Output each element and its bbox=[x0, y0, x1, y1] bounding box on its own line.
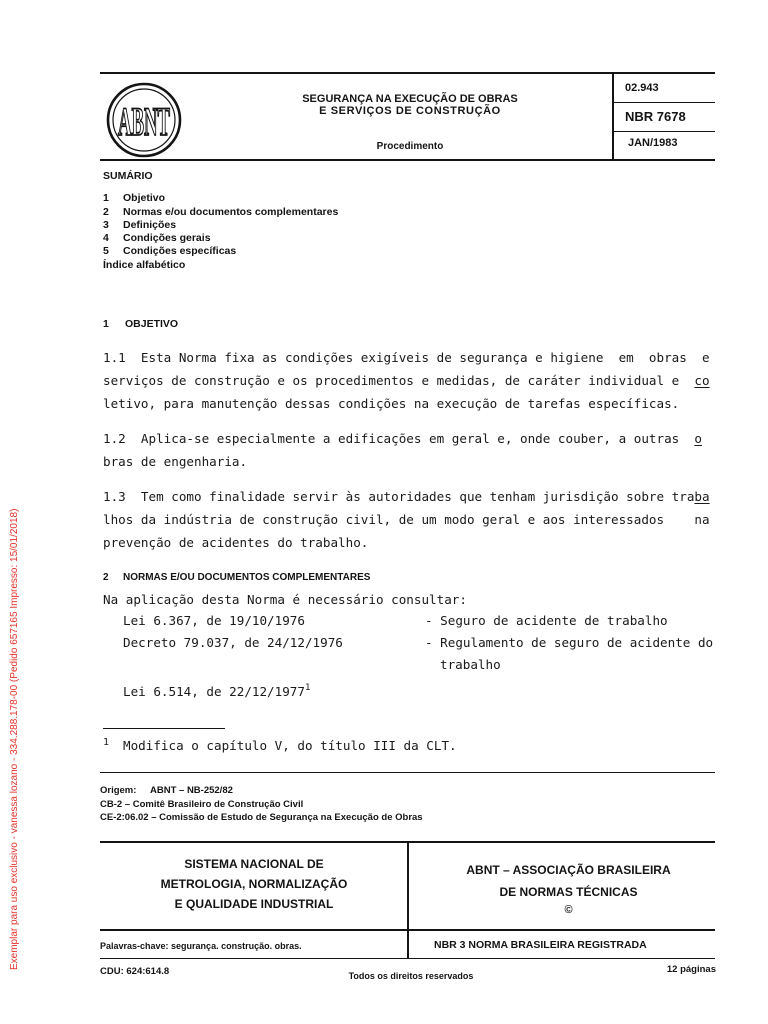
section-intro: Na aplicação desta Norma é necessário consultar: bbox=[103, 592, 467, 607]
line-text: bras de engenharia. bbox=[103, 454, 248, 469]
keywords: Palavras-chave: segurança. construção. obras. bbox=[100, 941, 302, 951]
summary-item-label: Definições bbox=[123, 219, 177, 231]
copyright-symbol: © bbox=[564, 904, 573, 916]
body-line bbox=[103, 489, 710, 505]
line-text: 1.3 Tem como finalidade servir às autoridades que tenham jurisdição sobre tra bbox=[103, 489, 695, 504]
line-text: letivo, para manutenção dessas condições na execução de tarefas específicas. bbox=[103, 396, 680, 411]
footnote-separator bbox=[103, 728, 225, 729]
association-line1: ABNT – ASSOCIAÇÃO BRASILEIRA bbox=[466, 863, 671, 877]
reference-document: Lei 6.367, de 19/10/1976 bbox=[123, 613, 305, 628]
association-line2: DE NORMAS TÉCNICAS bbox=[499, 885, 638, 899]
system-line1: SISTEMA NACIONAL DE bbox=[184, 857, 324, 871]
section-title: NORMAS E/OU DOCUMENTOS COMPLEMENTARES bbox=[123, 572, 371, 583]
system-line3: E QUALIDADE INDUSTRIAL bbox=[174, 897, 334, 911]
header-column-divider bbox=[612, 72, 614, 160]
section-title: OBJETIVO bbox=[125, 318, 179, 330]
rights-notice: Todos os direitos reservados bbox=[348, 971, 474, 981]
footnote-marker: 1 bbox=[304, 683, 311, 693]
origin-label: Origem: bbox=[100, 785, 137, 796]
abnt-logo bbox=[104, 80, 184, 160]
section-number: 1 bbox=[103, 318, 109, 330]
body-line bbox=[103, 512, 710, 528]
body-line bbox=[103, 396, 679, 412]
watermark: Exemplar para uso exclusivo - vanessa lozano - 334.288.178-00 (Pedido 657165 Impresso: 15/01/2018) bbox=[9, 508, 20, 970]
reference-description: - Seguro de acidente de trabalho bbox=[425, 613, 668, 628]
registration-label: NBR 3 NORMA BRASILEIRA REGISTRADA bbox=[434, 939, 647, 951]
summary-item-number: 3 bbox=[103, 219, 109, 231]
study-commission: CE-2:06.02 – Comissão de Estudo de Segurança na Execução de Obras bbox=[100, 812, 423, 823]
hyphen-syllable: ba bbox=[694, 489, 710, 504]
summary-item-number: 1 bbox=[103, 192, 109, 204]
body-line bbox=[103, 350, 710, 366]
reference-document-text: Lei 6.514, de 22/12/1977 bbox=[123, 684, 305, 699]
summary-item-label: Normas e/ou documentos complementares bbox=[123, 206, 339, 218]
body-line bbox=[103, 535, 368, 551]
header-top-rule bbox=[100, 72, 715, 74]
summary-index: Índice alfabético bbox=[103, 259, 186, 271]
header-bottom-rule bbox=[100, 159, 715, 161]
reference-document: Decreto 79.037, de 24/12/1976 bbox=[123, 635, 343, 650]
standard-number: NBR 7678 bbox=[625, 109, 686, 124]
hyphen-syllable: o bbox=[694, 431, 702, 446]
technical-committee: CB-2 – Comitê Brasileiro de Construção Civil bbox=[100, 799, 304, 810]
document-title-line1: SEGURANÇA NA EXECUÇÃO DE OBRAS bbox=[302, 93, 518, 105]
footnote-text: Modifica o capítulo V, do título III da CLT. bbox=[123, 738, 457, 753]
page-count: 12 páginas bbox=[666, 964, 716, 975]
section-number: 2 bbox=[103, 572, 109, 583]
origin-separator bbox=[100, 772, 715, 773]
summary-item-number: 5 bbox=[103, 245, 109, 257]
document-code: 02.943 bbox=[625, 82, 659, 94]
reference-description: - Regulamento de seguro de acidente do bbox=[425, 635, 714, 650]
footnote-number: 1 bbox=[103, 737, 110, 748]
summary-item-label: Condições específicas bbox=[123, 245, 237, 257]
line-text: lhos da indústria de construção civil, de um modo geral e aos interessados na bbox=[103, 512, 710, 527]
header-code-divider bbox=[612, 102, 715, 103]
document-type: Procedimento bbox=[376, 141, 444, 152]
summary-item-number: 2 bbox=[103, 206, 109, 218]
summary-title: SUMÁRIO bbox=[103, 170, 153, 182]
line-text: prevenção de acidentes do trabalho. bbox=[103, 535, 369, 550]
origin-value: ABNT – NB-252/82 bbox=[150, 785, 233, 796]
body-line bbox=[103, 454, 247, 470]
reference-document bbox=[123, 680, 310, 700]
publication-date: JAN/1983 bbox=[628, 137, 678, 149]
logo-text: ABNT bbox=[118, 99, 171, 144]
reference-description-continued: trabalho bbox=[440, 657, 501, 672]
body-line bbox=[103, 431, 702, 447]
line-text: 1.2 Aplica-se especialmente a edificações em geral e, onde couber, a outras bbox=[103, 431, 695, 446]
summary-item-label: Condições gerais bbox=[123, 232, 211, 244]
header-standard-divider bbox=[612, 131, 715, 132]
summary-item-number: 4 bbox=[103, 232, 109, 244]
line-text: 1.1 Esta Norma fixa as condições exigíveis de segurança e higiene em obras e bbox=[103, 350, 710, 365]
summary-item-label: Objetivo bbox=[123, 192, 166, 204]
system-line2: METROLOGIA, NORMALIZAÇÃO bbox=[160, 877, 348, 891]
line-text: serviços de construção e os procedimentos e medidas, de caráter individual e bbox=[103, 373, 695, 388]
document-title-line2: E SERVIÇOS DE CONSTRUÇÃO bbox=[319, 105, 501, 117]
hyphen-syllable: co bbox=[694, 373, 710, 388]
body-line bbox=[103, 373, 710, 389]
cdu-code: CDU: 624:614.8 bbox=[100, 966, 170, 977]
